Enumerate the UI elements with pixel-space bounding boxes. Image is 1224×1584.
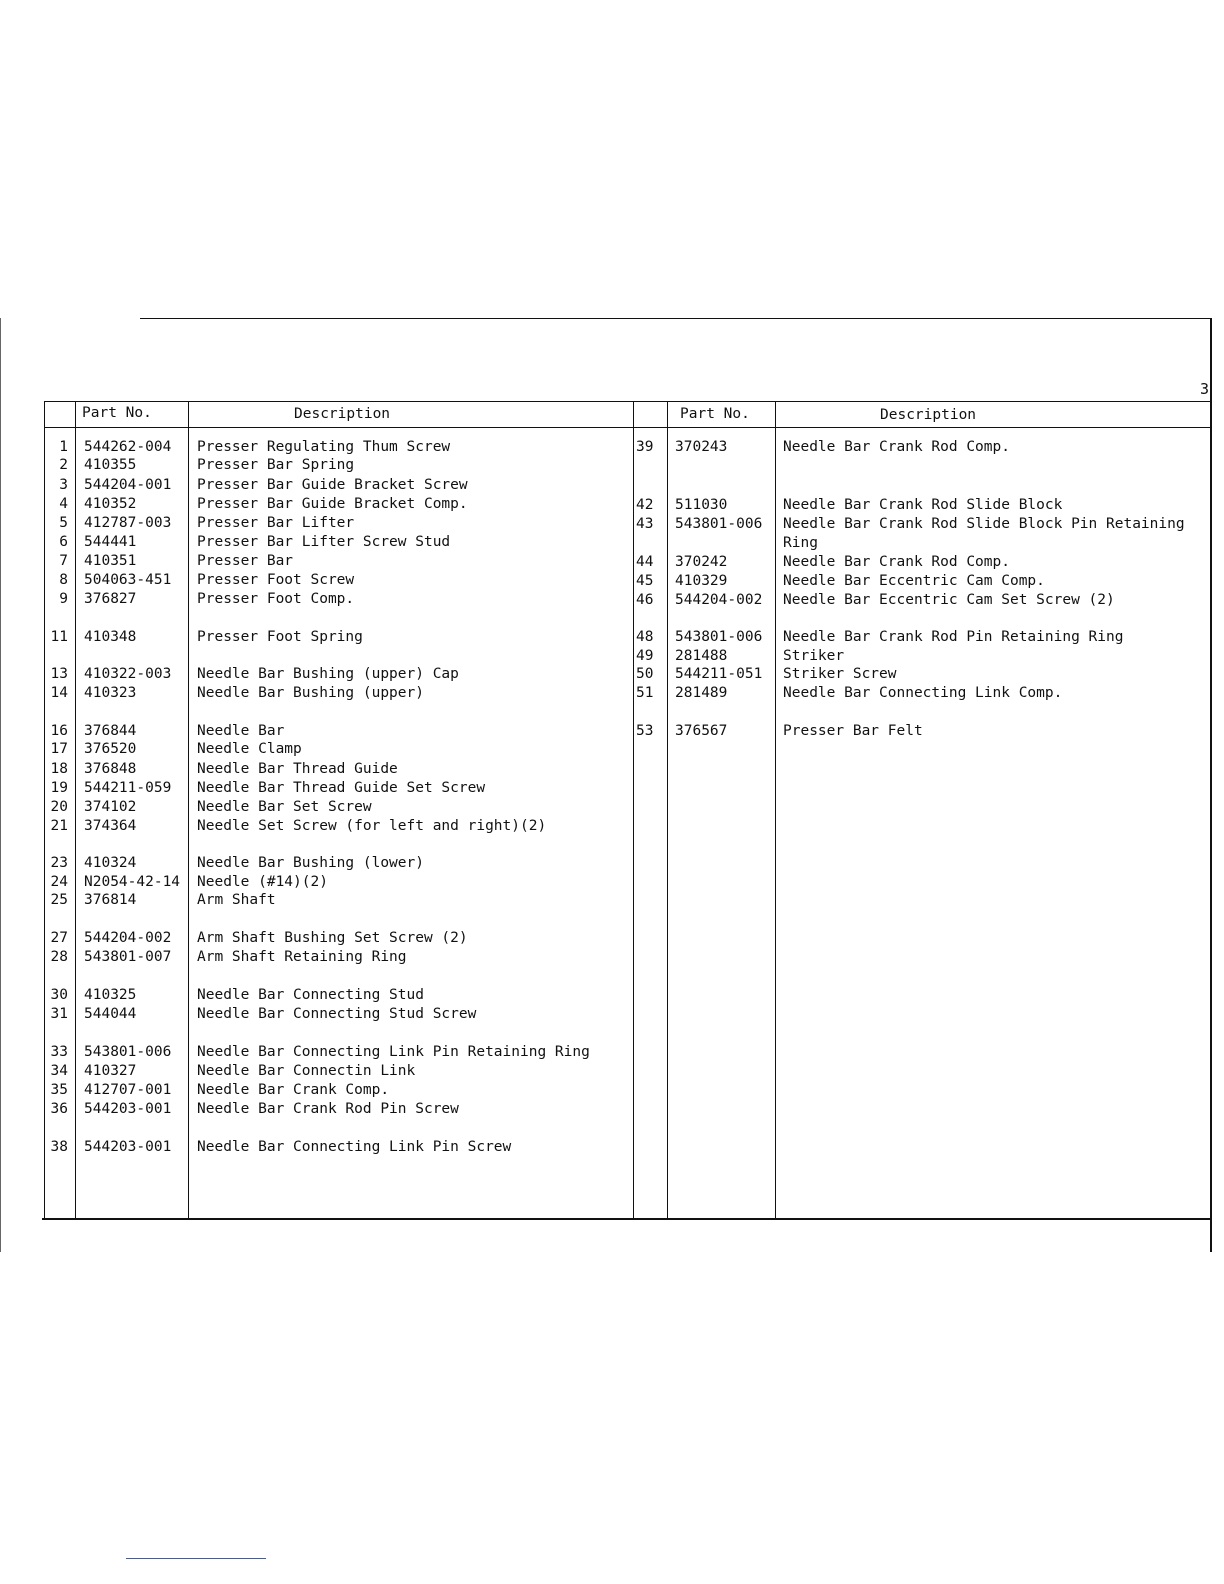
- left-row-part-no: 376844: [84, 723, 137, 739]
- left-row-item-no: 1: [59, 439, 68, 455]
- right-row-part-no: 410329: [675, 573, 728, 589]
- right-row-description: Needle Bar Eccentric Cam Comp.: [783, 573, 1045, 589]
- left-row-description: Needle Bar Connecting Stud: [197, 987, 424, 1003]
- left-row-part-no: 410352: [84, 496, 137, 512]
- left-row-item-no: 27: [50, 930, 68, 946]
- left-row-item-no: 34: [50, 1063, 68, 1079]
- right-row-part-no: 543801-006: [675, 516, 763, 532]
- left-row-description: Presser Bar Guide Bracket Screw: [197, 477, 468, 493]
- header-bottom-border: [44, 427, 1212, 428]
- left-row-description: Needle Bar: [197, 723, 285, 739]
- right-row-description: Needle Bar Crank Rod Slide Block: [783, 497, 1063, 513]
- left-row-description: Needle Set Screw (for left and right)(2): [197, 818, 547, 834]
- left-row-part-no: 504063-451: [84, 572, 172, 588]
- right-row-part-no: 511030: [675, 497, 728, 513]
- left-row-part-no: 544203-001: [84, 1139, 172, 1155]
- right-frame-edge: [1210, 318, 1212, 1252]
- left-row-item-no: 11: [50, 629, 68, 645]
- right-row-item-no: 49: [636, 648, 654, 664]
- left-row-description: Needle Bar Connecting Stud Screw: [197, 1006, 477, 1022]
- left-row-item-no: 2: [59, 457, 68, 473]
- table-bottom-border: [42, 1218, 1212, 1220]
- left-row-description: Needle Bar Crank Comp.: [197, 1082, 390, 1098]
- right-row-item-no: 43: [636, 516, 654, 532]
- left-row-description: Needle Bar Set Screw: [197, 799, 372, 815]
- left-row-description: Presser Bar Guide Bracket Comp.: [197, 496, 468, 512]
- left-row-item-no: 30: [50, 987, 68, 1003]
- left-row-part-no: 410325: [84, 987, 137, 1003]
- left-row-description: Presser Bar: [197, 553, 294, 569]
- left-row-part-no: 376848: [84, 761, 137, 777]
- header-part-no-right: Part No.: [680, 406, 750, 422]
- right-row-item-no: 46: [636, 592, 654, 608]
- left-row-description: Needle Bar Bushing (lower): [197, 855, 424, 871]
- left-row-description: Presser Bar Lifter Screw Stud: [197, 534, 451, 550]
- left-row-description: Needle Bar Connecting Link Pin Retaining Ring: [197, 1044, 590, 1060]
- right-row-description: Needle Bar Crank Rod Pin Retaining Ring: [783, 629, 1124, 645]
- right-row-description: Striker Screw: [783, 666, 897, 682]
- left-row-description: Needle Bar Bushing (upper): [197, 685, 424, 701]
- right-row-description: Needle Bar Eccentric Cam Set Screw (2): [783, 592, 1115, 608]
- left-row-part-no: 376827: [84, 591, 137, 607]
- left-row-part-no: 410322-003: [84, 666, 172, 682]
- top-frame-line: [140, 318, 1212, 319]
- right-row-description: Needle Bar Connecting Link Comp.: [783, 685, 1063, 701]
- right-row-item-no: 45: [636, 573, 654, 589]
- left-row-description: Needle Bar Connectin Link: [197, 1063, 416, 1079]
- left-row-item-no: 14: [50, 685, 68, 701]
- left-row-description: Presser Foot Spring: [197, 629, 363, 645]
- left-row-item-no: 33: [50, 1044, 68, 1060]
- right-row-part-no: 370243: [675, 439, 728, 455]
- left-row-part-no: 412787-003: [84, 515, 172, 531]
- left-row-part-no: 376520: [84, 741, 137, 757]
- left-row-item-no: 23: [50, 855, 68, 871]
- left-row-item-no: 36: [50, 1101, 68, 1117]
- left-row-item-no: 18: [50, 761, 68, 777]
- left-row-part-no: 543801-007: [84, 949, 172, 965]
- left-row-part-no: 410323: [84, 685, 137, 701]
- col-line-right-part: [775, 401, 776, 1219]
- left-row-item-no: 38: [50, 1139, 68, 1155]
- left-row-description: Presser Bar Spring: [197, 457, 355, 473]
- left-row-part-no: N2054-42-14: [84, 874, 181, 890]
- left-row-description: Needle Bar Connecting Link Pin Screw: [197, 1139, 512, 1155]
- left-row-description: Presser Bar Lifter: [197, 515, 355, 531]
- right-row-item-no: 48: [636, 629, 654, 645]
- right-row-description: Needle Bar Crank Rod Comp.: [783, 439, 1010, 455]
- right-row-part-no: 281489: [675, 685, 728, 701]
- left-row-part-no: 410327: [84, 1063, 137, 1079]
- left-row-part-no: 544211-059: [84, 780, 172, 796]
- left-row-item-no: 21: [50, 818, 68, 834]
- left-row-item-no: 16: [50, 723, 68, 739]
- header-part-no-left: Part No.: [82, 405, 152, 421]
- left-row-description: Arm Shaft: [197, 892, 276, 908]
- right-row-part-no: 376567: [675, 723, 728, 739]
- left-row-part-no: 544203-001: [84, 1101, 172, 1117]
- left-row-item-no: 7: [59, 553, 68, 569]
- left-row-item-no: 31: [50, 1006, 68, 1022]
- left-row-item-no: 5: [59, 515, 68, 531]
- left-row-part-no: 410355: [84, 457, 137, 473]
- col-line-left-no: [75, 401, 76, 1219]
- right-row-part-no: 281488: [675, 648, 728, 664]
- right-row-item-no: 42: [636, 497, 654, 513]
- left-row-item-no: 8: [59, 572, 68, 588]
- left-row-item-no: 17: [50, 741, 68, 757]
- left-row-description: Arm Shaft Retaining Ring: [197, 949, 407, 965]
- left-row-item-no: 25: [50, 892, 68, 908]
- left-row-description: Needle Bar Thread Guide Set Screw: [197, 780, 486, 796]
- left-row-part-no: 374102: [84, 799, 137, 815]
- left-row-part-no: 410351: [84, 553, 137, 569]
- left-row-part-no: 543801-006: [84, 1044, 172, 1060]
- bottom-underline: [126, 1558, 266, 1559]
- left-row-description: Presser Foot Screw: [197, 572, 355, 588]
- right-row-item-no: 53: [636, 723, 654, 739]
- left-row-item-no: 20: [50, 799, 68, 815]
- table-top-border: [44, 401, 1212, 402]
- right-row-description: Striker: [783, 648, 845, 664]
- col-line-right-no: [667, 401, 668, 1219]
- right-row-item-no: 44: [636, 554, 654, 570]
- right-row-description: Presser Bar Felt: [783, 723, 923, 739]
- right-row-item-no: 51: [636, 685, 654, 701]
- left-row-description: Needle Bar Crank Rod Pin Screw: [197, 1101, 459, 1117]
- col-line-left-desc: [633, 401, 634, 1219]
- right-row-part-no: 370242: [675, 554, 728, 570]
- left-row-item-no: 24: [50, 874, 68, 890]
- right-row-part-no: 543801-006: [675, 629, 763, 645]
- header-description-right: Description: [880, 407, 977, 423]
- left-row-item-no: 6: [59, 534, 68, 550]
- right-row-item-no: 39: [636, 439, 654, 455]
- left-row-part-no: 410348: [84, 629, 137, 645]
- right-row-description: Needle Bar Crank Rod Slide Block Pin Retaining: [783, 516, 1185, 532]
- left-row-item-no: 19: [50, 780, 68, 796]
- col-line-left-part: [188, 401, 189, 1219]
- header-description-left: Description: [294, 406, 391, 422]
- left-row-part-no: 544204-001: [84, 477, 172, 493]
- left-row-part-no: 374364: [84, 818, 137, 834]
- left-row-part-no: 412707-001: [84, 1082, 172, 1098]
- left-row-description: Arm Shaft Bushing Set Screw (2): [197, 930, 468, 946]
- left-row-part-no: 544262-004: [84, 439, 172, 455]
- left-row-item-no: 35: [50, 1082, 68, 1098]
- left-row-part-no: 410324: [84, 855, 137, 871]
- left-row-description: Needle Clamp: [197, 741, 302, 757]
- left-frame-edge: [0, 318, 1, 1252]
- left-row-part-no: 544204-002: [84, 930, 172, 946]
- left-row-description: Needle (#14)(2): [197, 874, 328, 890]
- left-row-item-no: 4: [59, 496, 68, 512]
- left-row-description: Presser Foot Comp.: [197, 591, 355, 607]
- left-row-item-no: 13: [50, 666, 68, 682]
- left-row-item-no: 3: [59, 477, 68, 493]
- right-row-part-no: 544211-051: [675, 666, 763, 682]
- left-row-item-no: 28: [50, 949, 68, 965]
- left-row-part-no: 544441: [84, 534, 137, 550]
- page-number: 3: [1200, 380, 1210, 398]
- left-row-description: Needle Bar Thread Guide: [197, 761, 398, 777]
- right-row-part-no: 544204-002: [675, 592, 763, 608]
- right-row-description: Ring: [783, 535, 818, 551]
- right-row-description: Needle Bar Crank Rod Comp.: [783, 554, 1010, 570]
- right-row-item-no: 50: [636, 666, 654, 682]
- left-row-part-no: 544044: [84, 1006, 137, 1022]
- left-row-item-no: 9: [59, 591, 68, 607]
- left-row-part-no: 376814: [84, 892, 137, 908]
- left-row-description: Presser Regulating Thum Screw: [197, 439, 451, 455]
- left-row-description: Needle Bar Bushing (upper) Cap: [197, 666, 459, 682]
